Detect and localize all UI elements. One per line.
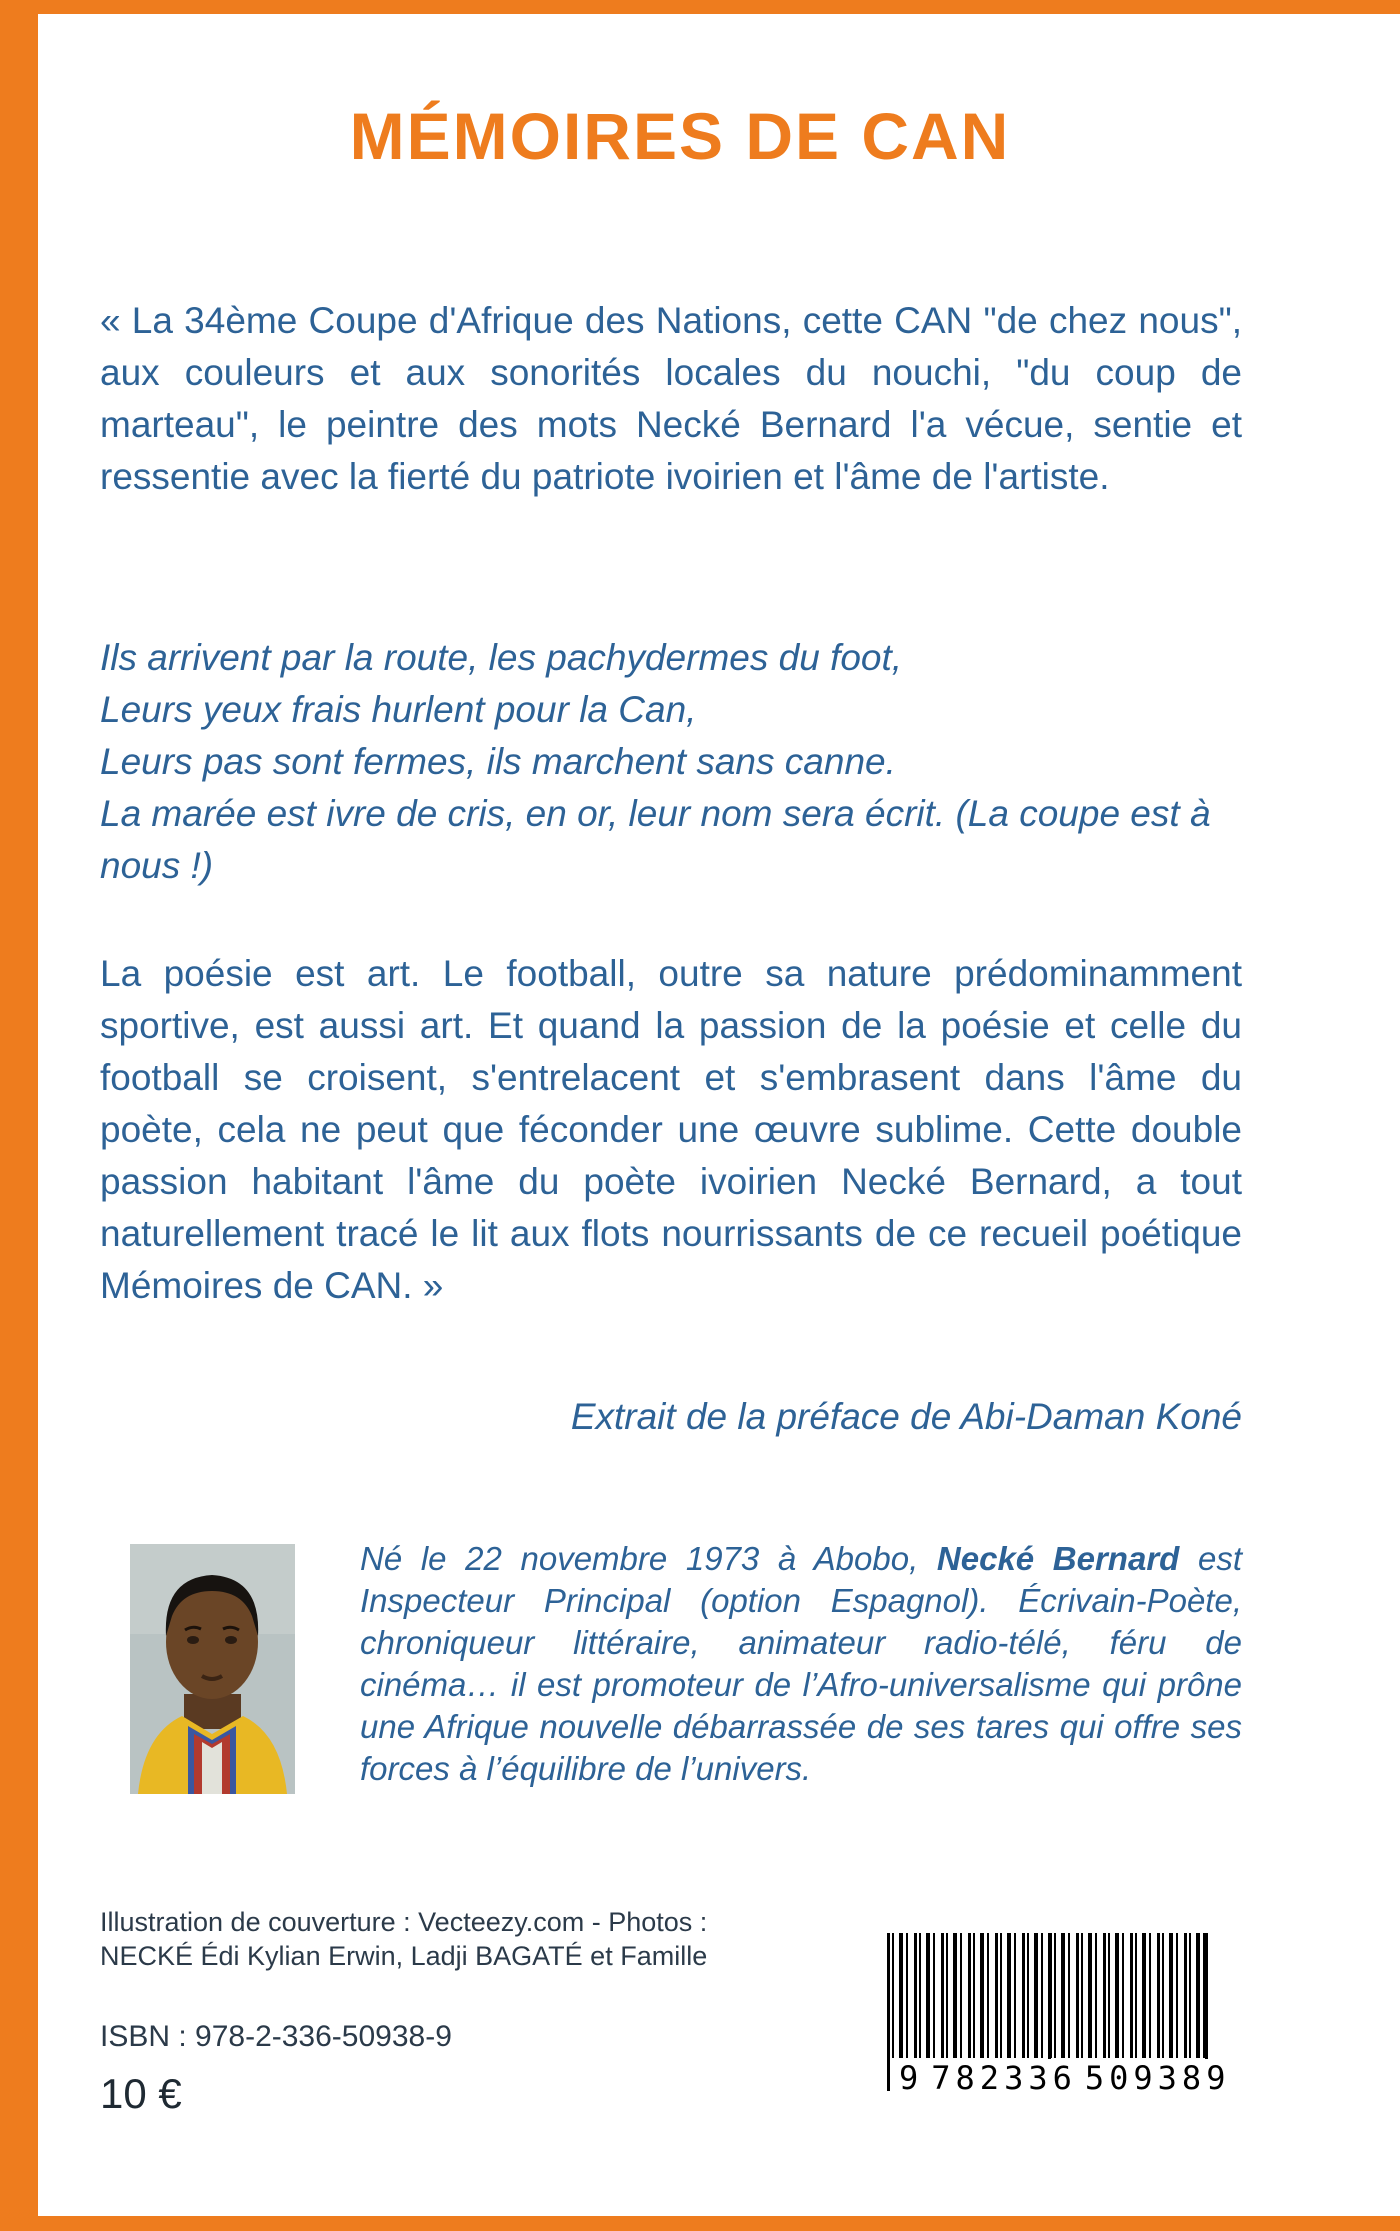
author-portrait-illustration xyxy=(130,1540,295,1798)
poem-line-1: Ils arrivent par la route, les pachydermes du foot, xyxy=(100,637,903,678)
author-photo xyxy=(130,1540,295,1798)
author-bio xyxy=(360,1538,1242,1790)
barcode-digit-group-1: 9 xyxy=(895,2059,927,2097)
poem-line-2: Leurs yeux frais hurlent pour la Can, xyxy=(100,689,697,730)
back-cover-quote: « La 34ème Coupe d'Afrique des Nations, cette CAN "de chez nous", aux couleurs et aux sonorités locales du nouchi, "du coup de marteau", le peintre des mots Necké Bernard l'a vécue, sentie et ressentie avec la fierté du patriote ivoirien et l'âme de l'artiste. xyxy=(100,300,1242,497)
bio-text-1: Né le 22 novembre 1973 à Abobo, xyxy=(360,1540,937,1577)
preface-paragraph: La poésie est art. Le football, outre sa nature prédominamment sportive, est aussi art. Et quand la passion de la poésie et celle du football se croisent, s'entrelacent et s'embrasent dans l'âme du poète, cela ne peut que féconder une œuvre sublime. Cette double passion habitant l'âme du poète ivoirien Necké Bernard, a tout naturellement tracé le lit aux flots nourrissants de ce recueil poétique Mémoires de CAN. » xyxy=(100,953,1242,1306)
cover-credits xyxy=(100,1905,707,1973)
preface-credit: Extrait de la préface de Abi-Daman Koné xyxy=(570,1396,1242,1437)
isbn: ISBN : 978-2-336-50938-9 xyxy=(100,2020,452,2053)
credits-line-2: NECKÉ Édi Kylian Erwin, Ladji BAGATÉ et Famille xyxy=(100,1941,708,1971)
left-border xyxy=(0,0,38,2231)
book-title: MÉMOIRES DE CAN xyxy=(349,99,1011,173)
barcode-digit-group-3: 509389 xyxy=(1081,2059,1235,2097)
poem-line-3: Leurs pas sont fermes, ils marchent sans canne. xyxy=(100,741,896,782)
bio-text-2: est Inspecteur Principal (option Espagnol). Écrivain-Poète, chroniqueur littéraire, animateur radio-télé, féru de cinéma… il est promoteur de l’Afro-universalisme qui prône une Afrique nouvelle débarrassée de ses tares qui offre ses forces à l’équilibre de l’univers. xyxy=(360,1540,1242,1787)
author-name: Necké Bernard xyxy=(936,1540,1180,1577)
top-border xyxy=(0,0,1400,14)
barcode-number xyxy=(895,2059,1231,2097)
poem-line-4: La marée est ivre de cris, en or, leur nom sera écrit. (La coupe est à nous !) xyxy=(100,793,1211,886)
bottom-border xyxy=(0,2216,1400,2231)
credits-line-1: Illustration de couverture : Vecteezy.com - Photos : xyxy=(100,1907,708,1937)
barcode-guard-left xyxy=(887,1933,890,2091)
ean-barcode xyxy=(875,1925,1231,2110)
poem-excerpt xyxy=(100,632,1255,892)
price: 10 € xyxy=(100,2070,182,2117)
barcode-digit-group-2: 782336 xyxy=(927,2059,1081,2097)
